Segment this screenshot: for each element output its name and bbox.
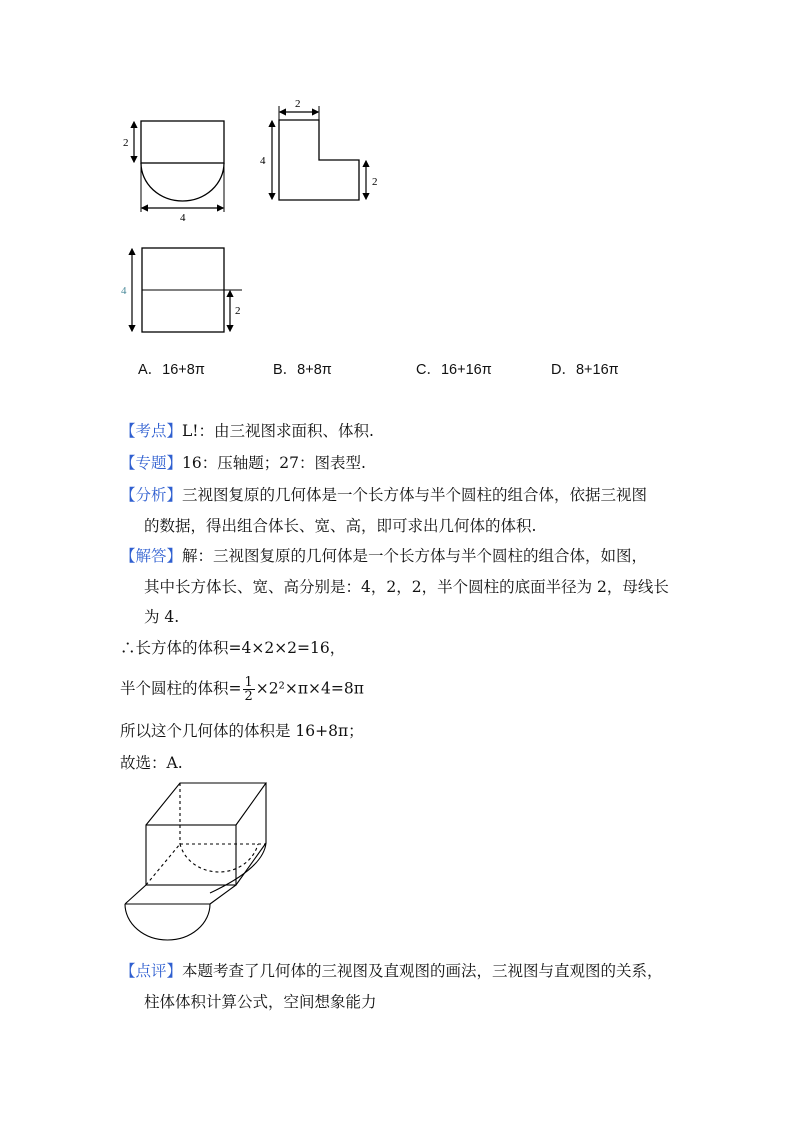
side-top-label: 2 [295, 98, 301, 110]
option-c[interactable]: C．16+16π [416, 362, 492, 378]
top-height-label: 4 [121, 285, 127, 297]
side-l-shape [279, 120, 359, 200]
fenxi-text-2: 的数据，得出组合体长、宽、高，即可求出几何体的体积. [144, 517, 537, 535]
jieda-tag: 【解答】 [120, 547, 183, 565]
half-cylinder-front-face [125, 904, 210, 940]
step2-suffix: ×2²×π×4=8π [255, 679, 364, 698]
fenxi-text-1: 三视图复原的几何体是一个长方体与半个圆柱的组合体，依据三视图 [182, 486, 648, 504]
kaodian-text: L!：由三视图求面积、体积. [182, 422, 374, 440]
option-b[interactable]: B．8+8π [273, 362, 332, 378]
front-width-label: 4 [180, 212, 186, 222]
jieda-text-3: 为 4. [144, 608, 180, 626]
solid-3d-figure [118, 778, 278, 948]
step-choice: 故选：A. [120, 754, 183, 772]
cuboid-top-face [146, 783, 266, 825]
fraction-denominator: 2 [244, 689, 253, 704]
fenxi-line1 [120, 485, 647, 505]
step2-prefix: 半个圆柱的体积= [120, 679, 242, 698]
zhuanti-line [120, 453, 366, 473]
dianping-text-1: 本题考查了几何体的三视图及直观图的画法，三视图与直观图的关系， [182, 962, 663, 980]
option-d[interactable]: D．8+16π [551, 362, 619, 378]
kaodian-tag: 【考点】 [120, 422, 183, 440]
front-semicircle [141, 163, 224, 201]
dianping-line1 [120, 961, 663, 981]
kaodian-line [120, 421, 374, 441]
top-view-figure [114, 244, 249, 336]
jieda-text-1: 解：三视图复原的几何体是一个长方体与半个圆柱的组合体，如图， [182, 547, 648, 565]
side-view-svg [252, 96, 387, 206]
zhuanti-tag: 【专题】 [120, 454, 183, 472]
front-view-svg [118, 112, 230, 222]
top-view-svg [114, 244, 249, 336]
fraction-one-half [243, 676, 255, 703]
dianping-text-2: 柱体体积计算公式，空间想象能力 [144, 993, 377, 1011]
answer-options [138, 358, 698, 382]
step-total-volume: 所以这个几何体的体积是 16+8π； [120, 722, 364, 740]
jieda-text-2: 其中长方体长、宽、高分别是：4，2，2，半个圆柱的底面半径为 2，母线长 [144, 578, 669, 596]
front-view-figure [118, 112, 230, 222]
top-step-label: 2 [235, 305, 241, 317]
fenxi-tag: 【分析】 [120, 486, 183, 504]
step-cuboid-volume: ∴长方体的体积=4×2×2=16， [120, 639, 346, 657]
cuboid-front-face [146, 825, 236, 885]
side-height-label: 4 [260, 155, 266, 167]
dianping-tag: 【点评】 [120, 962, 183, 980]
side-view-figure [252, 96, 387, 206]
solid-3d-svg [118, 778, 278, 948]
zhuanti-text: 16：压轴题；27：图表型. [182, 454, 366, 472]
option-a[interactable]: A．16+8π [138, 362, 205, 378]
front-rect [141, 121, 224, 163]
step-half-cylinder-volume [120, 676, 364, 703]
front-height-label: 2 [123, 137, 129, 149]
jieda-line1 [120, 546, 647, 566]
fraction-numerator: 1 [244, 675, 253, 690]
side-step-label: 2 [372, 176, 378, 188]
